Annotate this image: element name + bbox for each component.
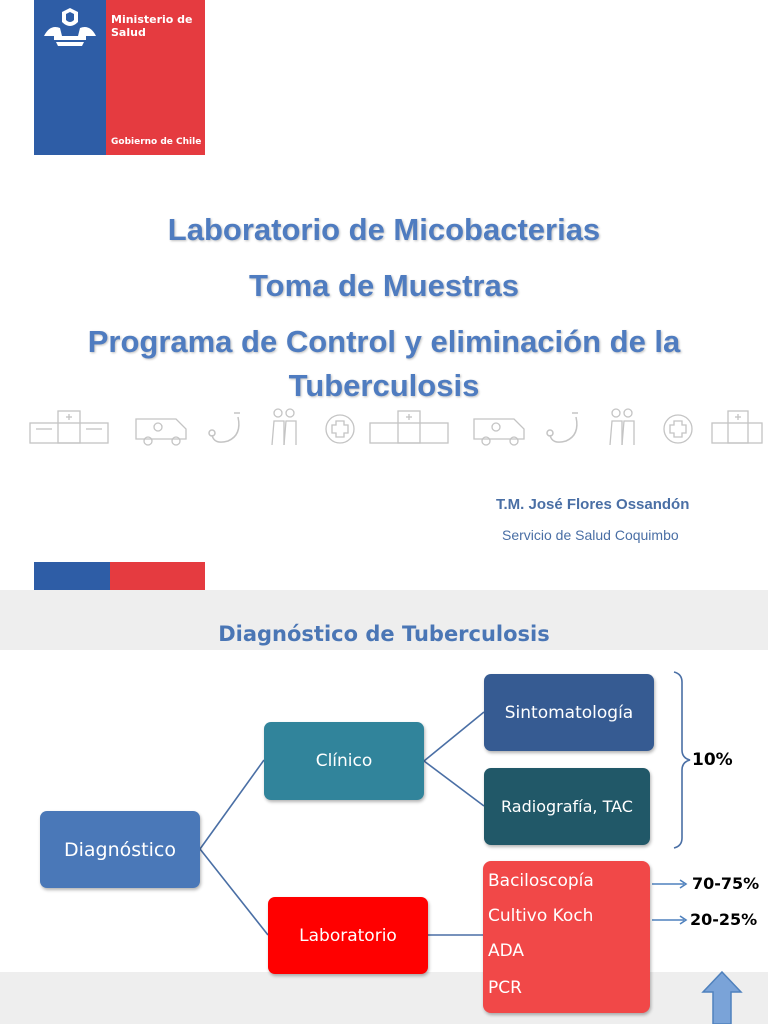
lab-tests-box — [483, 861, 650, 1013]
slide-title-line-1: Laboratorio de Micobacterias — [167, 212, 601, 247]
slide-title-line-2: Toma de Muestras — [249, 268, 519, 303]
medical-cross-icon — [664, 415, 692, 443]
culture-percent: 20-25% — [690, 910, 758, 929]
connector-root-laboratory — [200, 849, 268, 935]
diagnosis-slide — [0, 590, 768, 1024]
symptomatology-box: Sintomatología — [484, 674, 654, 751]
smear-percent: 70-75% — [692, 874, 760, 893]
doctors-icon — [272, 409, 296, 445]
hospital-icon — [30, 411, 108, 443]
service-name: Servicio de Salud Coquimbo — [502, 527, 679, 543]
laboratory-box: Laboratorio — [268, 897, 428, 974]
connector-clinical-symptoms — [424, 712, 484, 761]
lab-test-item: ADA — [488, 941, 525, 961]
stethoscope-icon — [209, 413, 240, 442]
logo-ministry-line2: Salud — [111, 26, 146, 39]
logo-blue-panel — [34, 0, 106, 155]
coat-of-arms-icon — [40, 6, 100, 50]
hospital-icon — [370, 411, 448, 443]
diagnosis-root-box: Diagnóstico — [40, 811, 200, 888]
lab-test-item: Baciloscopía — [488, 871, 594, 891]
bracket — [674, 672, 690, 848]
ambulance-icon — [474, 419, 524, 445]
logo-ministry-line1: Ministerio de — [111, 13, 193, 26]
author-name: T.M. José Flores Ossandón — [496, 496, 690, 513]
slide-title-line-3: Programa de Control y eliminación de la — [87, 324, 681, 359]
footer-bar-red — [110, 562, 205, 590]
ambulance-icon — [136, 419, 186, 445]
slide-title-line-4: Tuberculosis — [288, 368, 480, 403]
clinical-percent: 10% — [692, 750, 733, 770]
hospital-icon — [712, 411, 762, 443]
logo-government-text: Gobierno de Chile — [111, 137, 202, 147]
logo-ministry-text — [111, 13, 193, 39]
lab-test-item: Cultivo Koch — [488, 906, 594, 926]
up-arrow-icon — [703, 972, 741, 1024]
connector-root-clinical — [200, 760, 264, 849]
healthcare-icons-row — [28, 405, 768, 451]
medical-cross-icon — [326, 415, 354, 443]
footer-bar-blue — [34, 562, 110, 590]
stethoscope-icon — [547, 413, 578, 442]
diagnosis-title: Diagnóstico de Tuberculosis — [218, 622, 550, 646]
connector-clinical-imaging — [424, 761, 484, 806]
clinical-box: Clínico — [264, 722, 424, 800]
lab-test-item: PCR — [488, 978, 522, 998]
doctors-icon — [610, 409, 634, 445]
imaging-box: Radiografía, TAC — [484, 768, 650, 845]
